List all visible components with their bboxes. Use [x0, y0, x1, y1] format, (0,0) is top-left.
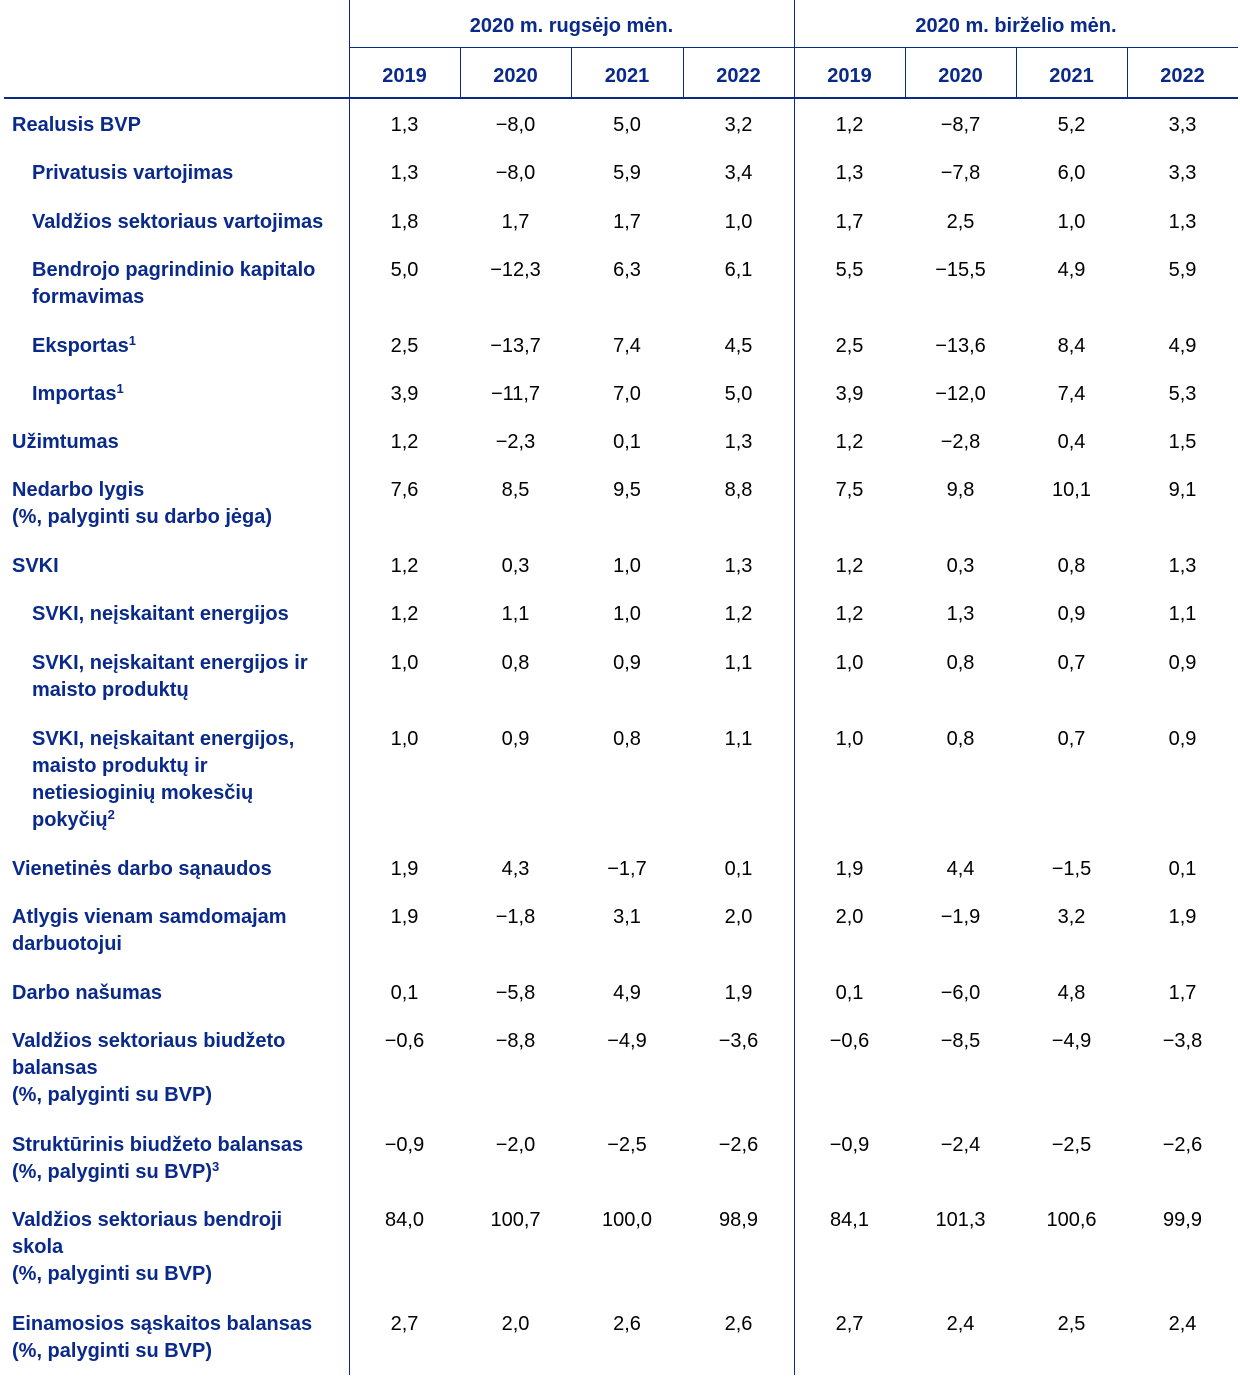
table-cell: 1,3 [835, 162, 864, 184]
table-cell: 2,5 [946, 211, 975, 233]
table-cell: 0,8 [1057, 555, 1086, 577]
header-year: 2019 [382, 65, 427, 87]
footnote-marker: 2 [107, 807, 115, 822]
table-cell: 1,2 [835, 555, 864, 577]
table-cell: −3,8 [1162, 1030, 1203, 1052]
row-label-text: Importas [32, 383, 117, 405]
row-label [32, 333, 136, 360]
table-cell: 1,0 [835, 728, 864, 750]
year-column-divider [1016, 48, 1017, 98]
table-cell: 1,3 [724, 555, 753, 577]
table-cell: −5,8 [495, 982, 536, 1004]
table-cell: −8,0 [495, 114, 536, 136]
row-label-text: Eksportas [32, 335, 129, 357]
table-cell: 4,9 [1057, 259, 1086, 281]
row-label-text: Valdžios sektoriaus vartojimas [32, 211, 324, 233]
row-label [32, 160, 233, 187]
table-cell: 1,9 [1168, 906, 1197, 928]
table-cell: −8,8 [495, 1030, 536, 1052]
table-cell: 3,1 [613, 906, 641, 928]
table-cell: 2,4 [946, 1313, 975, 1335]
table-cell: 1,0 [613, 555, 641, 577]
row-label-text: Užimtumas [12, 431, 119, 453]
table-cell: 2,6 [613, 1313, 641, 1335]
header-year: 2019 [827, 65, 872, 87]
table-cell: 100,7 [490, 1209, 541, 1231]
row-label-text: Vienetinės darbo sąnaudos [12, 858, 272, 880]
year-column-divider [460, 48, 461, 98]
table-cell: −0,6 [829, 1030, 870, 1052]
table-cell: 100,6 [1046, 1209, 1097, 1231]
table-cell: 0,1 [390, 982, 419, 1004]
table-cell: 9,5 [613, 479, 641, 501]
table-cell: 1,7 [613, 211, 641, 233]
table-cell: 1,9 [390, 858, 419, 880]
table-cell: −2,5 [607, 1134, 647, 1156]
table-cell: 1,3 [946, 603, 975, 625]
table-cell: 99,9 [1163, 1209, 1202, 1231]
table-cell: 1,0 [390, 728, 419, 750]
footnote-marker: 1 [128, 333, 136, 348]
table-cell: 8,8 [724, 479, 753, 501]
table-cell: 1,2 [390, 603, 419, 625]
row-label [12, 429, 119, 456]
table-cell: 8,5 [501, 479, 530, 501]
header-year: 2021 [604, 65, 650, 87]
row-label [12, 477, 272, 531]
label-column-divider [349, 0, 350, 1375]
table-cell: 0,9 [1057, 603, 1086, 625]
table-cell: 1,7 [835, 211, 864, 233]
row-label-text: Nedarbo lygis (%, palyginti su darbo jėga) [12, 479, 273, 528]
row-label [32, 209, 323, 236]
table-cell: 3,3 [1168, 162, 1197, 184]
row-label-text: Einamosios sąskaitos balansas (%, palyginti su BVP) [12, 1313, 313, 1362]
table-cell: −0,9 [829, 1134, 870, 1156]
table-cell: 7,0 [613, 383, 641, 405]
table-cell: −2,6 [718, 1134, 759, 1156]
table-cell: −4,9 [1051, 1030, 1092, 1052]
table-cell: 0,1 [724, 858, 753, 880]
table-cell: 0,3 [501, 555, 530, 577]
table-cell: −4,9 [607, 1030, 647, 1052]
row-label-text: Realusis BVP [12, 114, 141, 136]
table-cell: 1,3 [390, 114, 419, 136]
year-column-divider [905, 48, 906, 98]
table-cell: 1,2 [390, 555, 419, 577]
table-cell: 0,1 [835, 982, 864, 1004]
table-cell: 0,1 [1168, 858, 1197, 880]
table-cell: 7,4 [613, 335, 641, 357]
table-cell: 3,9 [835, 383, 864, 405]
table-cell: −1,7 [607, 858, 647, 880]
table-cell: 2,0 [724, 906, 753, 928]
table-cell: 2,7 [835, 1313, 864, 1335]
row-label [12, 980, 162, 1007]
table-cell: 5,5 [835, 259, 864, 281]
header-year: 2020 [493, 65, 538, 87]
table-cell: 1,1 [724, 728, 753, 750]
table-cell: 3,2 [724, 114, 753, 136]
table-cell: 1,2 [835, 431, 864, 453]
table-cell: 1,9 [724, 982, 753, 1004]
table-cell: −1,9 [940, 906, 981, 928]
year-column-divider [683, 48, 684, 98]
row-label-text: SVKI, neįskaitant energijos ir maisto produktų [32, 652, 308, 701]
table-cell: 0,4 [1057, 431, 1086, 453]
row-label [32, 381, 124, 408]
table-cell: 3,4 [724, 162, 753, 184]
table-cell: 4,3 [501, 858, 530, 880]
row-label [12, 856, 272, 883]
year-column-divider [571, 48, 572, 98]
table-cell: 84,1 [830, 1209, 869, 1231]
group-divider [794, 0, 795, 1375]
table-cell: 0,1 [613, 431, 641, 453]
table-cell: 1,1 [724, 652, 753, 674]
footnote-marker: 3 [212, 1159, 220, 1174]
row-label-text: Struktūrinis biudžeto balansas (%, palyginti su BVP) [12, 1134, 304, 1183]
table-cell: 0,9 [613, 652, 641, 674]
row-label [12, 1028, 285, 1109]
table-cell: 1,8 [390, 211, 419, 233]
table-cell: 2,5 [835, 335, 864, 357]
table-cell: 7,5 [835, 479, 864, 501]
header-year: 2022 [716, 65, 761, 87]
table-cell: −1,8 [495, 906, 536, 928]
table-cell: 10,1 [1052, 479, 1091, 501]
table-cell: 9,1 [1168, 479, 1197, 501]
table-cell: 2,5 [1057, 1313, 1086, 1335]
table-cell: 2,7 [390, 1313, 419, 1335]
table-cell: 1,1 [501, 603, 530, 625]
row-label [12, 1132, 303, 1186]
table-cell: 1,7 [1168, 982, 1197, 1004]
table-cell: 1,9 [835, 858, 864, 880]
row-label [12, 1207, 282, 1288]
table-cell: 6,0 [1057, 162, 1086, 184]
row-label-text: Valdžios sektoriaus bendroji skola (%, palyginti su BVP) [12, 1209, 283, 1285]
table-cell: 4,9 [613, 982, 641, 1004]
row-label-text: Privatusis vartojimas [32, 162, 234, 184]
row-label-text: Bendrojo pagrindinio kapitalo formavimas [32, 259, 316, 308]
table-cell: −0,9 [384, 1134, 425, 1156]
table-cell: 5,9 [1168, 259, 1197, 281]
table-cell: 4,4 [946, 858, 975, 880]
row-label [12, 112, 141, 139]
table-cell: 0,7 [1057, 728, 1086, 750]
table-cell: −7,8 [940, 162, 981, 184]
table-cell: −8,5 [940, 1030, 981, 1052]
row-label-text: SVKI, neįskaitant energijos [32, 603, 289, 625]
table-cell: 1,2 [724, 603, 753, 625]
table-cell: 1,0 [835, 652, 864, 674]
table-cell: 2,4 [1168, 1313, 1197, 1335]
table-cell: 2,0 [835, 906, 864, 928]
table-cell: 0,8 [613, 728, 641, 750]
table-cell: 1,0 [613, 603, 641, 625]
table-cell: −15,5 [935, 259, 986, 281]
row-label [12, 553, 59, 580]
table-cell: 1,5 [1168, 431, 1197, 453]
table-cell: −2,8 [940, 431, 981, 453]
table-cell: 4,8 [1057, 982, 1086, 1004]
year-column-divider [1127, 48, 1128, 98]
table-cell: 2,5 [390, 335, 419, 357]
table-cell: 2,0 [501, 1313, 530, 1335]
table-cell: 5,9 [613, 162, 641, 184]
table-cell: 2,6 [724, 1313, 753, 1335]
header-group-title: 2020 m. birželio mėn. [915, 15, 1117, 37]
table-cell: 5,0 [390, 259, 419, 281]
row-label-text: Valdžios sektoriaus biudžeto balansas (%, palyginti su BVP) [12, 1030, 286, 1106]
row-label [32, 601, 289, 628]
table-cell: 0,7 [1057, 652, 1086, 674]
table-cell: −2,4 [940, 1134, 981, 1156]
table-cell: 1,3 [1168, 211, 1197, 233]
row-label-text: Atlygis vienam samdomajam darbuotojui [12, 906, 287, 955]
table-cell: −8,7 [940, 114, 981, 136]
table-cell: 1,9 [390, 906, 419, 928]
table-cell: 5,0 [613, 114, 641, 136]
table-cell: 4,5 [724, 335, 753, 357]
header-year: 2022 [1160, 65, 1205, 87]
table-cell: 1,3 [724, 431, 753, 453]
table-cell: −2,0 [495, 1134, 536, 1156]
table-cell: −3,6 [718, 1030, 759, 1052]
table-cell: 1,1 [1168, 603, 1197, 625]
header-bottom-rule [4, 97, 1238, 99]
table-cell: −12,3 [490, 259, 541, 281]
table-cell: −0,6 [384, 1030, 425, 1052]
table-cell: 3,2 [1057, 906, 1086, 928]
table-cell: 1,2 [835, 603, 864, 625]
table-cell: −13,6 [935, 335, 986, 357]
footnote-marker: 1 [116, 381, 124, 396]
table-cell: −8,0 [495, 162, 536, 184]
table-cell: −12,0 [935, 383, 986, 405]
table-cell: 1,7 [501, 211, 530, 233]
table-cell: 1,3 [1168, 555, 1197, 577]
table-cell: −2,5 [1051, 1134, 1092, 1156]
row-label [12, 904, 287, 958]
row-label [12, 1311, 312, 1365]
table-cell: 98,9 [719, 1209, 758, 1231]
table-cell: 9,8 [946, 479, 975, 501]
table-cell: 6,1 [724, 259, 753, 281]
table-cell: 5,2 [1057, 114, 1086, 136]
table-cell: 0,9 [501, 728, 530, 750]
row-label-text: Darbo našumas [12, 982, 163, 1004]
table-cell: 0,3 [946, 555, 975, 577]
row-label-text: SVKI, neįskaitant energijos, maisto produktų ir netiesioginių mokesčių pokyčių [32, 728, 295, 831]
header-group-title: 2020 m. rugsėjo mėn. [469, 15, 674, 37]
table-cell: 7,6 [390, 479, 419, 501]
table-cell: −13,7 [490, 335, 541, 357]
table-cell: 1,0 [390, 652, 419, 674]
table-cell: 5,3 [1168, 383, 1197, 405]
table-cell: 84,0 [385, 1209, 424, 1231]
table-cell: 7,4 [1057, 383, 1086, 405]
table-cell: 0,9 [1168, 728, 1197, 750]
table-cell: 1,3 [390, 162, 419, 184]
table-cell: 0,8 [946, 652, 975, 674]
table-cell: 0,8 [946, 728, 975, 750]
row-label [32, 726, 294, 834]
table-cell: −2,6 [1162, 1134, 1203, 1156]
table-cell: 100,0 [601, 1209, 653, 1231]
table-cell: 3,3 [1168, 114, 1197, 136]
table-cell: −6,0 [940, 982, 981, 1004]
table-cell: 4,9 [1168, 335, 1197, 357]
table-cell: 8,4 [1057, 335, 1086, 357]
table-cell: 0,9 [1168, 652, 1197, 674]
header-year: 2020 [938, 65, 983, 87]
table-cell: 1,0 [724, 211, 753, 233]
table-cell: 6,3 [613, 259, 641, 281]
header-year: 2021 [1049, 65, 1094, 87]
table-cell: 3,9 [390, 383, 419, 405]
table-cell: 1,2 [835, 114, 864, 136]
table-cell: 0,8 [501, 652, 530, 674]
table-cell: 1,0 [1057, 211, 1086, 233]
table-cell: −1,5 [1051, 858, 1092, 880]
row-label [32, 257, 315, 311]
row-label [32, 650, 308, 704]
table-cell: 1,2 [390, 431, 419, 453]
table-cell: −2,3 [495, 431, 536, 453]
table-cell: 5,0 [724, 383, 753, 405]
table-cell: −11,7 [490, 383, 541, 405]
row-label-text: SVKI [12, 555, 59, 577]
table-cell: 101,3 [935, 1209, 986, 1231]
